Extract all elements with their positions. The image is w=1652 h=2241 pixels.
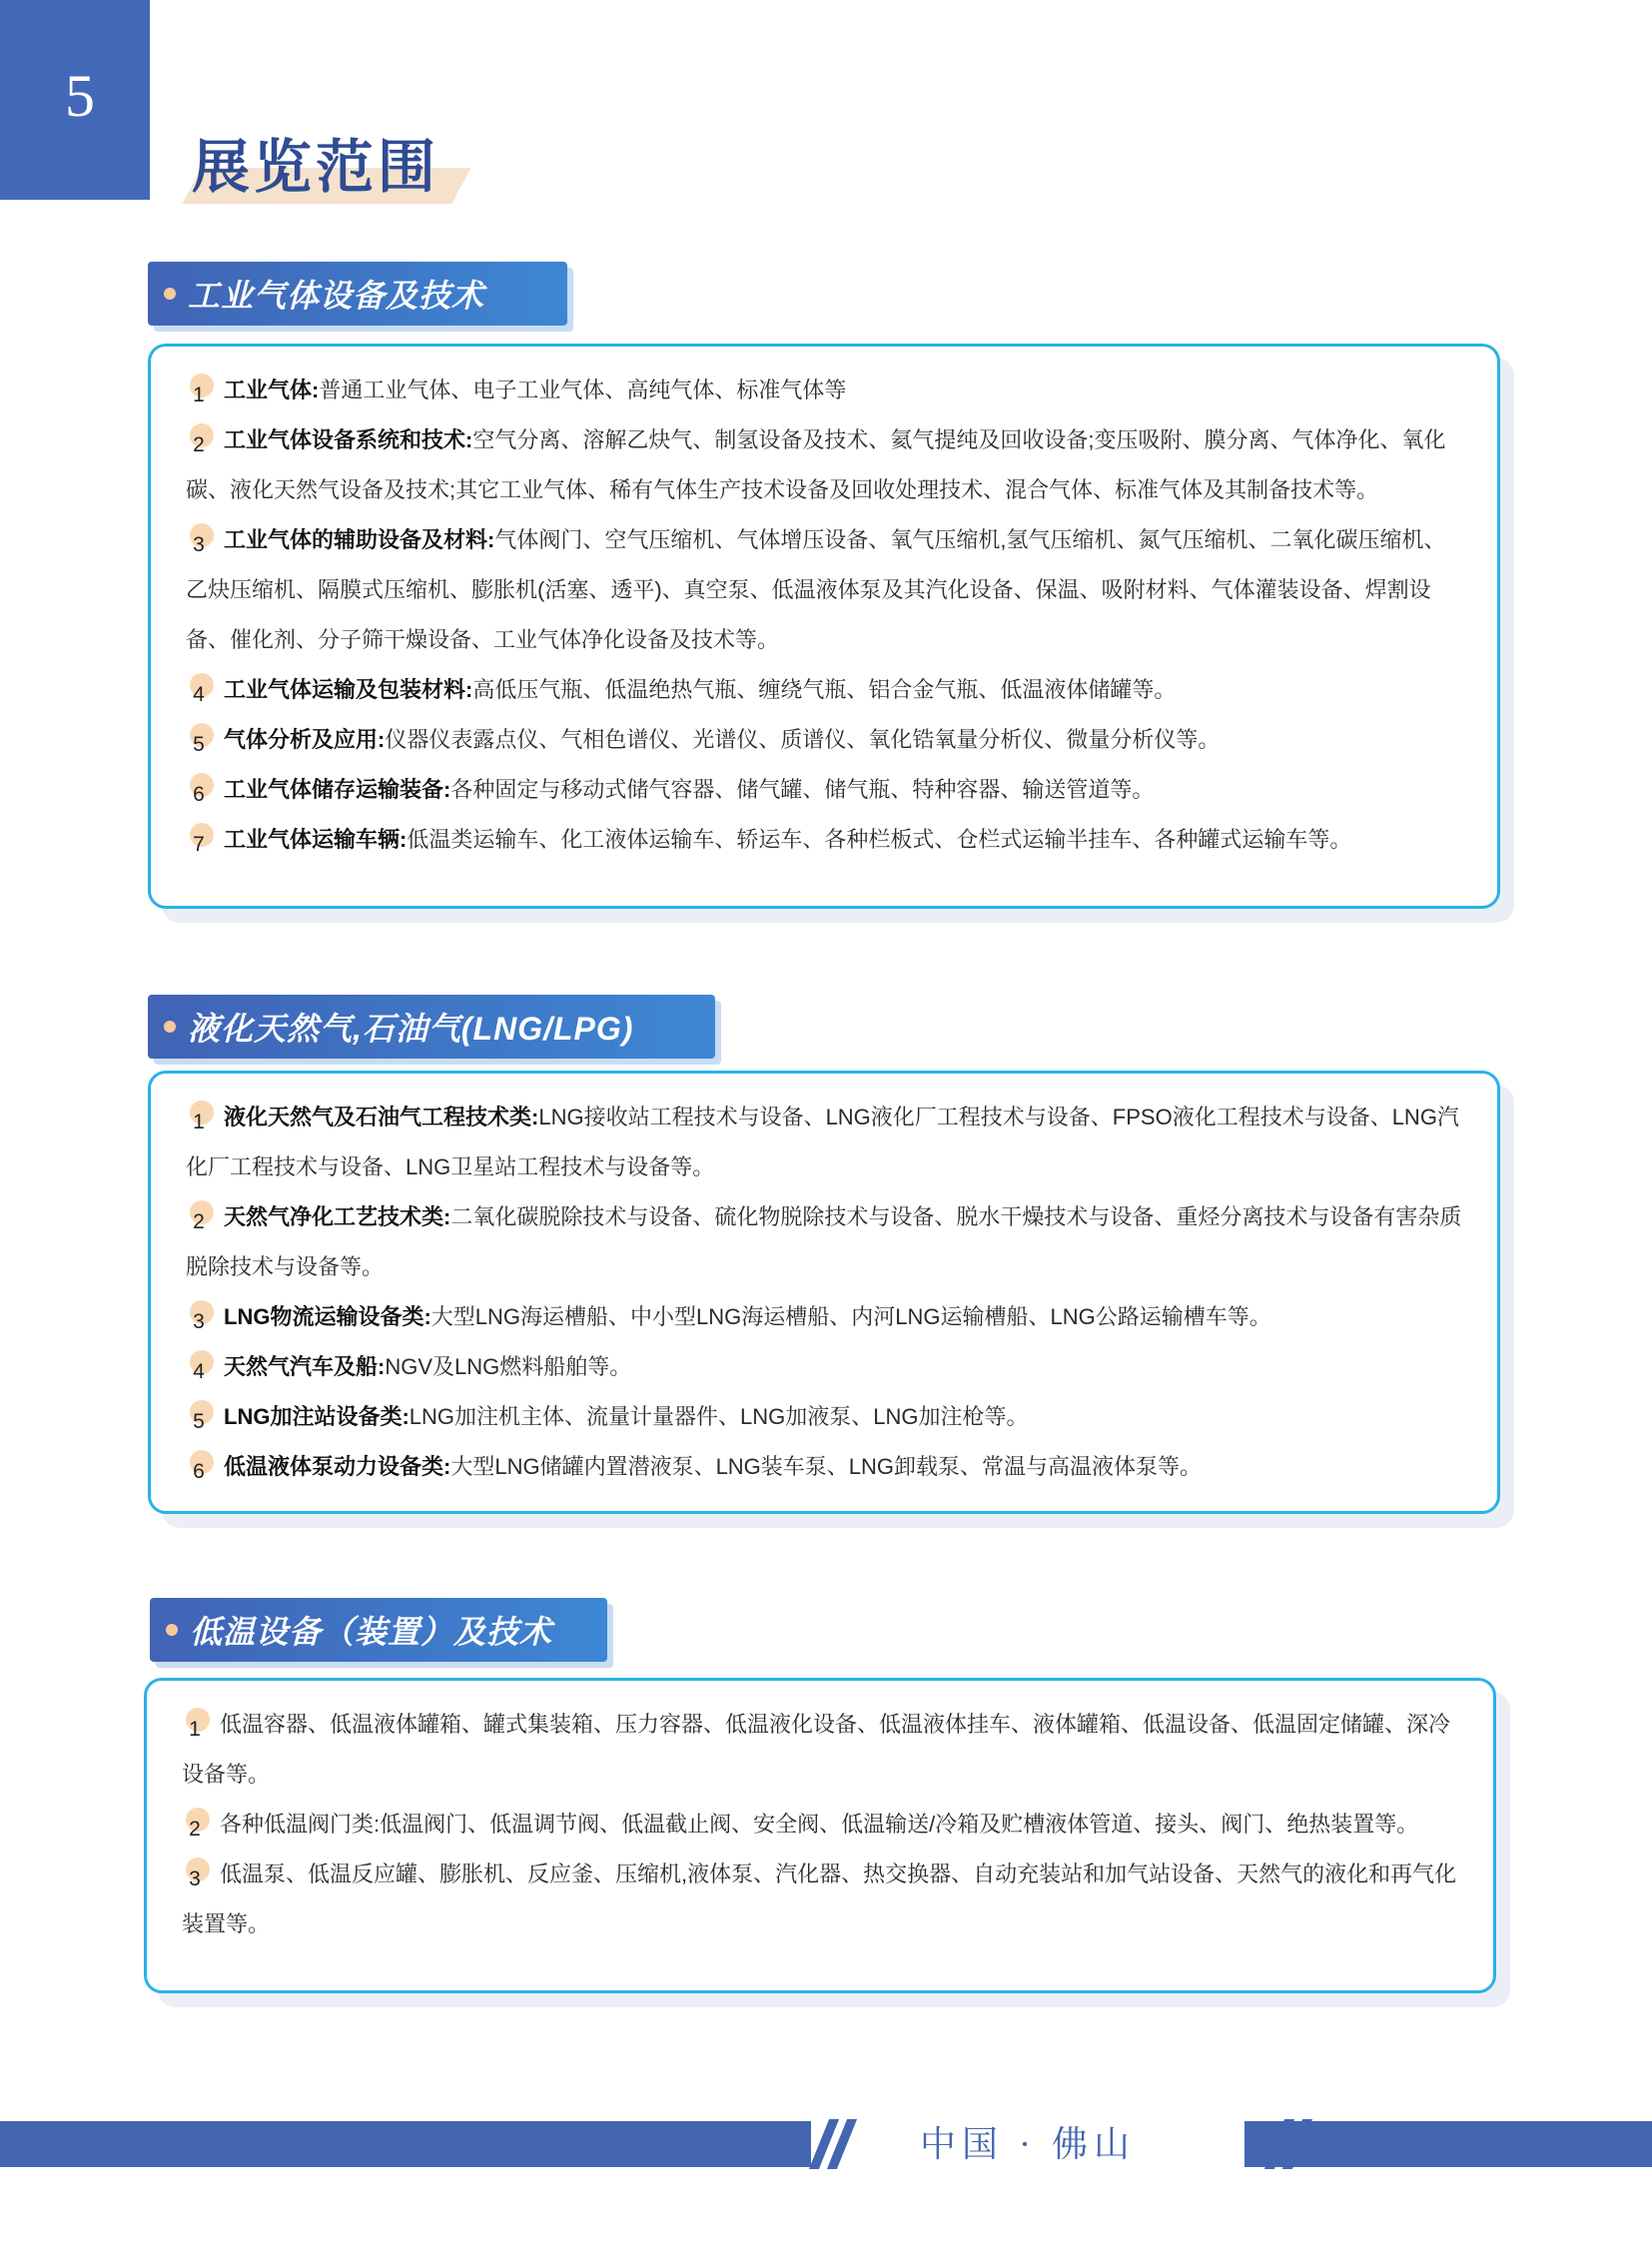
- bullet-dot-icon: [164, 1021, 176, 1033]
- item-text: 低温泵、低温反应罐、膨胀机、反应釜、压缩机,液体泵、汽化器、热交换器、自动充装站和加气站设备、天然气的液化和再气化装置等。: [182, 1862, 1457, 1936]
- section-title: 低温设备（装置）及技术: [190, 1614, 553, 1650]
- item-number: 2: [193, 1210, 205, 1233]
- item-heading: LNG物流运输设备类:: [224, 1304, 431, 1329]
- list-item: [186, 415, 1466, 515]
- list-item: [186, 765, 1466, 815]
- item-number-badge: [186, 1196, 212, 1233]
- section-title: 工业气体设备及技术: [188, 278, 485, 314]
- list-item: [186, 1342, 1466, 1392]
- item-number: 4: [193, 683, 205, 706]
- item-number-badge: [186, 1346, 212, 1383]
- item-number: 3: [189, 1868, 201, 1890]
- page-number-block: [0, 0, 150, 200]
- item-number-badge: [186, 1396, 212, 1433]
- item-text: 各种固定与移动式储气容器、储气罐、储气瓶、特种容器、输送管道等。: [450, 777, 1155, 802]
- item-number-badge: [186, 719, 212, 756]
- item-heading: 低温液体泵动力设备类:: [224, 1454, 451, 1479]
- item-number: 3: [193, 1310, 205, 1333]
- page-title: 展览范围: [192, 135, 440, 200]
- item-text: LNG加注机主体、流量计量器件、LNG加液泵、LNG加注枪等。: [409, 1404, 1029, 1429]
- item-number: 1: [193, 1111, 205, 1133]
- item-text: 各种低温阀门类:低温阀门、低温调节阀、低温截止阀、安全阀、低温输送/冷箱及贮槽液体管道、接头、阀门、绝热装置等。: [220, 1812, 1419, 1837]
- section-card-cryogenic: [144, 1678, 1496, 1993]
- item-heading: 工业气体储存运输装备:: [224, 777, 451, 802]
- list-item: [186, 1392, 1466, 1442]
- list-item: [186, 665, 1466, 715]
- item-number: 3: [193, 533, 205, 556]
- list-item: [182, 1700, 1462, 1800]
- item-number: 5: [193, 733, 205, 756]
- item-text: 二氧化碳脱除技术与设备、硫化物脱除技术与设备、脱水干燥技术与设备、重烃分离技术与设备有害杂质脱除技术与设备等。: [186, 1204, 1462, 1279]
- item-text: 低温容器、低温液体罐箱、罐式集装箱、压力容器、低温液化设备、低温液体挂车、液体罐箱、低温设备、低温固定储罐、深冷设备等。: [182, 1712, 1451, 1787]
- item-text: 高低压气瓶、低温绝热气瓶、缠绕气瓶、铝合金气瓶、低温液体储罐等。: [472, 677, 1177, 702]
- list-item: [182, 1850, 1462, 1949]
- item-number: 4: [193, 1360, 205, 1383]
- list-item: [186, 715, 1466, 765]
- item-number-badge: [186, 1446, 212, 1483]
- item-number-badge: [186, 419, 212, 456]
- item-number-badge: [182, 1704, 208, 1741]
- item-text: 空气分离、溶解乙炔气、制氢设备及技术、氦气提纯及回收设备;变压吸附、膜分离、气体净化、氧化碳、液化天然气设备及技术;其它工业气体、稀有气体生产技术设备及回收处理技术、混合气体、标准气体及其制备技术等。: [186, 427, 1446, 502]
- item-heading: 工业气体:: [224, 377, 320, 402]
- item-heading: 气体分析及应用:: [224, 727, 386, 752]
- bullet-dot-icon: [166, 1624, 178, 1636]
- item-number: 6: [193, 1460, 205, 1483]
- item-text: 大型LNG海运槽船、中小型LNG海运槽船、内河LNG运输槽船、LNG公路运输槽车等。: [430, 1304, 1271, 1329]
- section-tab-cryogenic: [150, 1598, 607, 1662]
- item-heading: LNG加注站设备类:: [224, 1404, 410, 1429]
- bullet-dot-icon: [164, 288, 176, 300]
- item-number: 1: [193, 383, 205, 406]
- item-heading: 工业气体运输及包装材料:: [224, 677, 473, 702]
- item-number: 7: [193, 833, 205, 856]
- list-item: [186, 1292, 1466, 1342]
- item-list: [186, 1093, 1466, 1492]
- item-list: [186, 366, 1466, 865]
- item-text: 低温类运输车、化工液体运输车、轿运车、各种栏板式、仓栏式运输半挂车、各种罐式运输车等。: [407, 827, 1352, 852]
- list-item: [186, 366, 1466, 415]
- item-heading: 工业气体运输车辆:: [224, 827, 408, 852]
- item-text: 普通工业气体、电子工业气体、高纯气体、标准气体等: [319, 377, 847, 402]
- item-number-badge: [182, 1854, 208, 1890]
- item-text: NGV及LNG燃料船舶等。: [385, 1354, 632, 1379]
- section-tab-lng-lpg: [148, 995, 715, 1059]
- page-number: 5: [65, 63, 95, 129]
- list-item: [186, 515, 1466, 665]
- item-text: 气体阀门、空气压缩机、气体增压设备、氧气压缩机,氢气压缩机、氮气压缩机、二氧化碳压缩机、乙炔压缩机、隔膜式压缩机、膨胀机(活塞、透平)、真空泵、低温液体泵及其汽化设备、保温、吸附材料、气体灌装设备、焊割设备、催化剂、分子筛干燥设备、工业气体净化设备及技术等。: [186, 527, 1446, 652]
- footer-location: 中国 · 佛山: [920, 2124, 1136, 2164]
- list-item: [186, 1093, 1466, 1192]
- item-heading: 工业气体设备系统和技术:: [224, 427, 473, 452]
- item-number-badge: [186, 1097, 212, 1133]
- item-text: 仪器仪表露点仪、气相色谱仪、光谱仪、质谱仪、氧化锆氧量分析仪、微量分析仪等。: [385, 727, 1221, 752]
- item-number: 5: [193, 1410, 205, 1433]
- item-text: 大型LNG储罐内置潜液泵、LNG装车泵、LNG卸载泵、常温与高温液体泵等。: [450, 1454, 1203, 1479]
- item-heading: 工业气体的辅助设备及材料:: [224, 527, 495, 552]
- list-item: [186, 1442, 1466, 1492]
- item-number-badge: [186, 370, 212, 406]
- item-text: LNG接收站工程技术与设备、LNG液化厂工程技术与设备、FPSO液化工程技术与设备、LNG汽化厂工程技术与设备、LNG卫星站工程技术与设备等。: [186, 1105, 1459, 1179]
- list-item: [186, 815, 1466, 865]
- item-heading: 天然气汽车及船:: [224, 1354, 386, 1379]
- section-tab-industrial-gas: [148, 262, 567, 326]
- item-number-badge: [186, 769, 212, 806]
- item-number: 6: [193, 783, 205, 806]
- list-item: [186, 1192, 1466, 1292]
- item-list: [182, 1700, 1462, 1949]
- item-number-badge: [182, 1804, 208, 1841]
- item-number: 1: [189, 1718, 201, 1741]
- item-number-badge: [186, 1296, 212, 1333]
- item-number: 2: [193, 433, 205, 456]
- item-heading: 液化天然气及石油气工程技术类:: [224, 1105, 539, 1129]
- section-card-lng-lpg: [148, 1071, 1500, 1514]
- page-title-block: [150, 120, 440, 204]
- item-heading: 天然气净化工艺技术类:: [224, 1204, 451, 1229]
- item-number: 2: [189, 1818, 201, 1841]
- section-card-industrial-gas: [148, 344, 1500, 909]
- list-item: [182, 1800, 1462, 1850]
- item-number-badge: [186, 819, 212, 856]
- section-title: 液化天然气,石油气(LNG/LPG): [188, 1011, 634, 1047]
- item-number-badge: [186, 519, 212, 556]
- item-number-badge: [186, 669, 212, 706]
